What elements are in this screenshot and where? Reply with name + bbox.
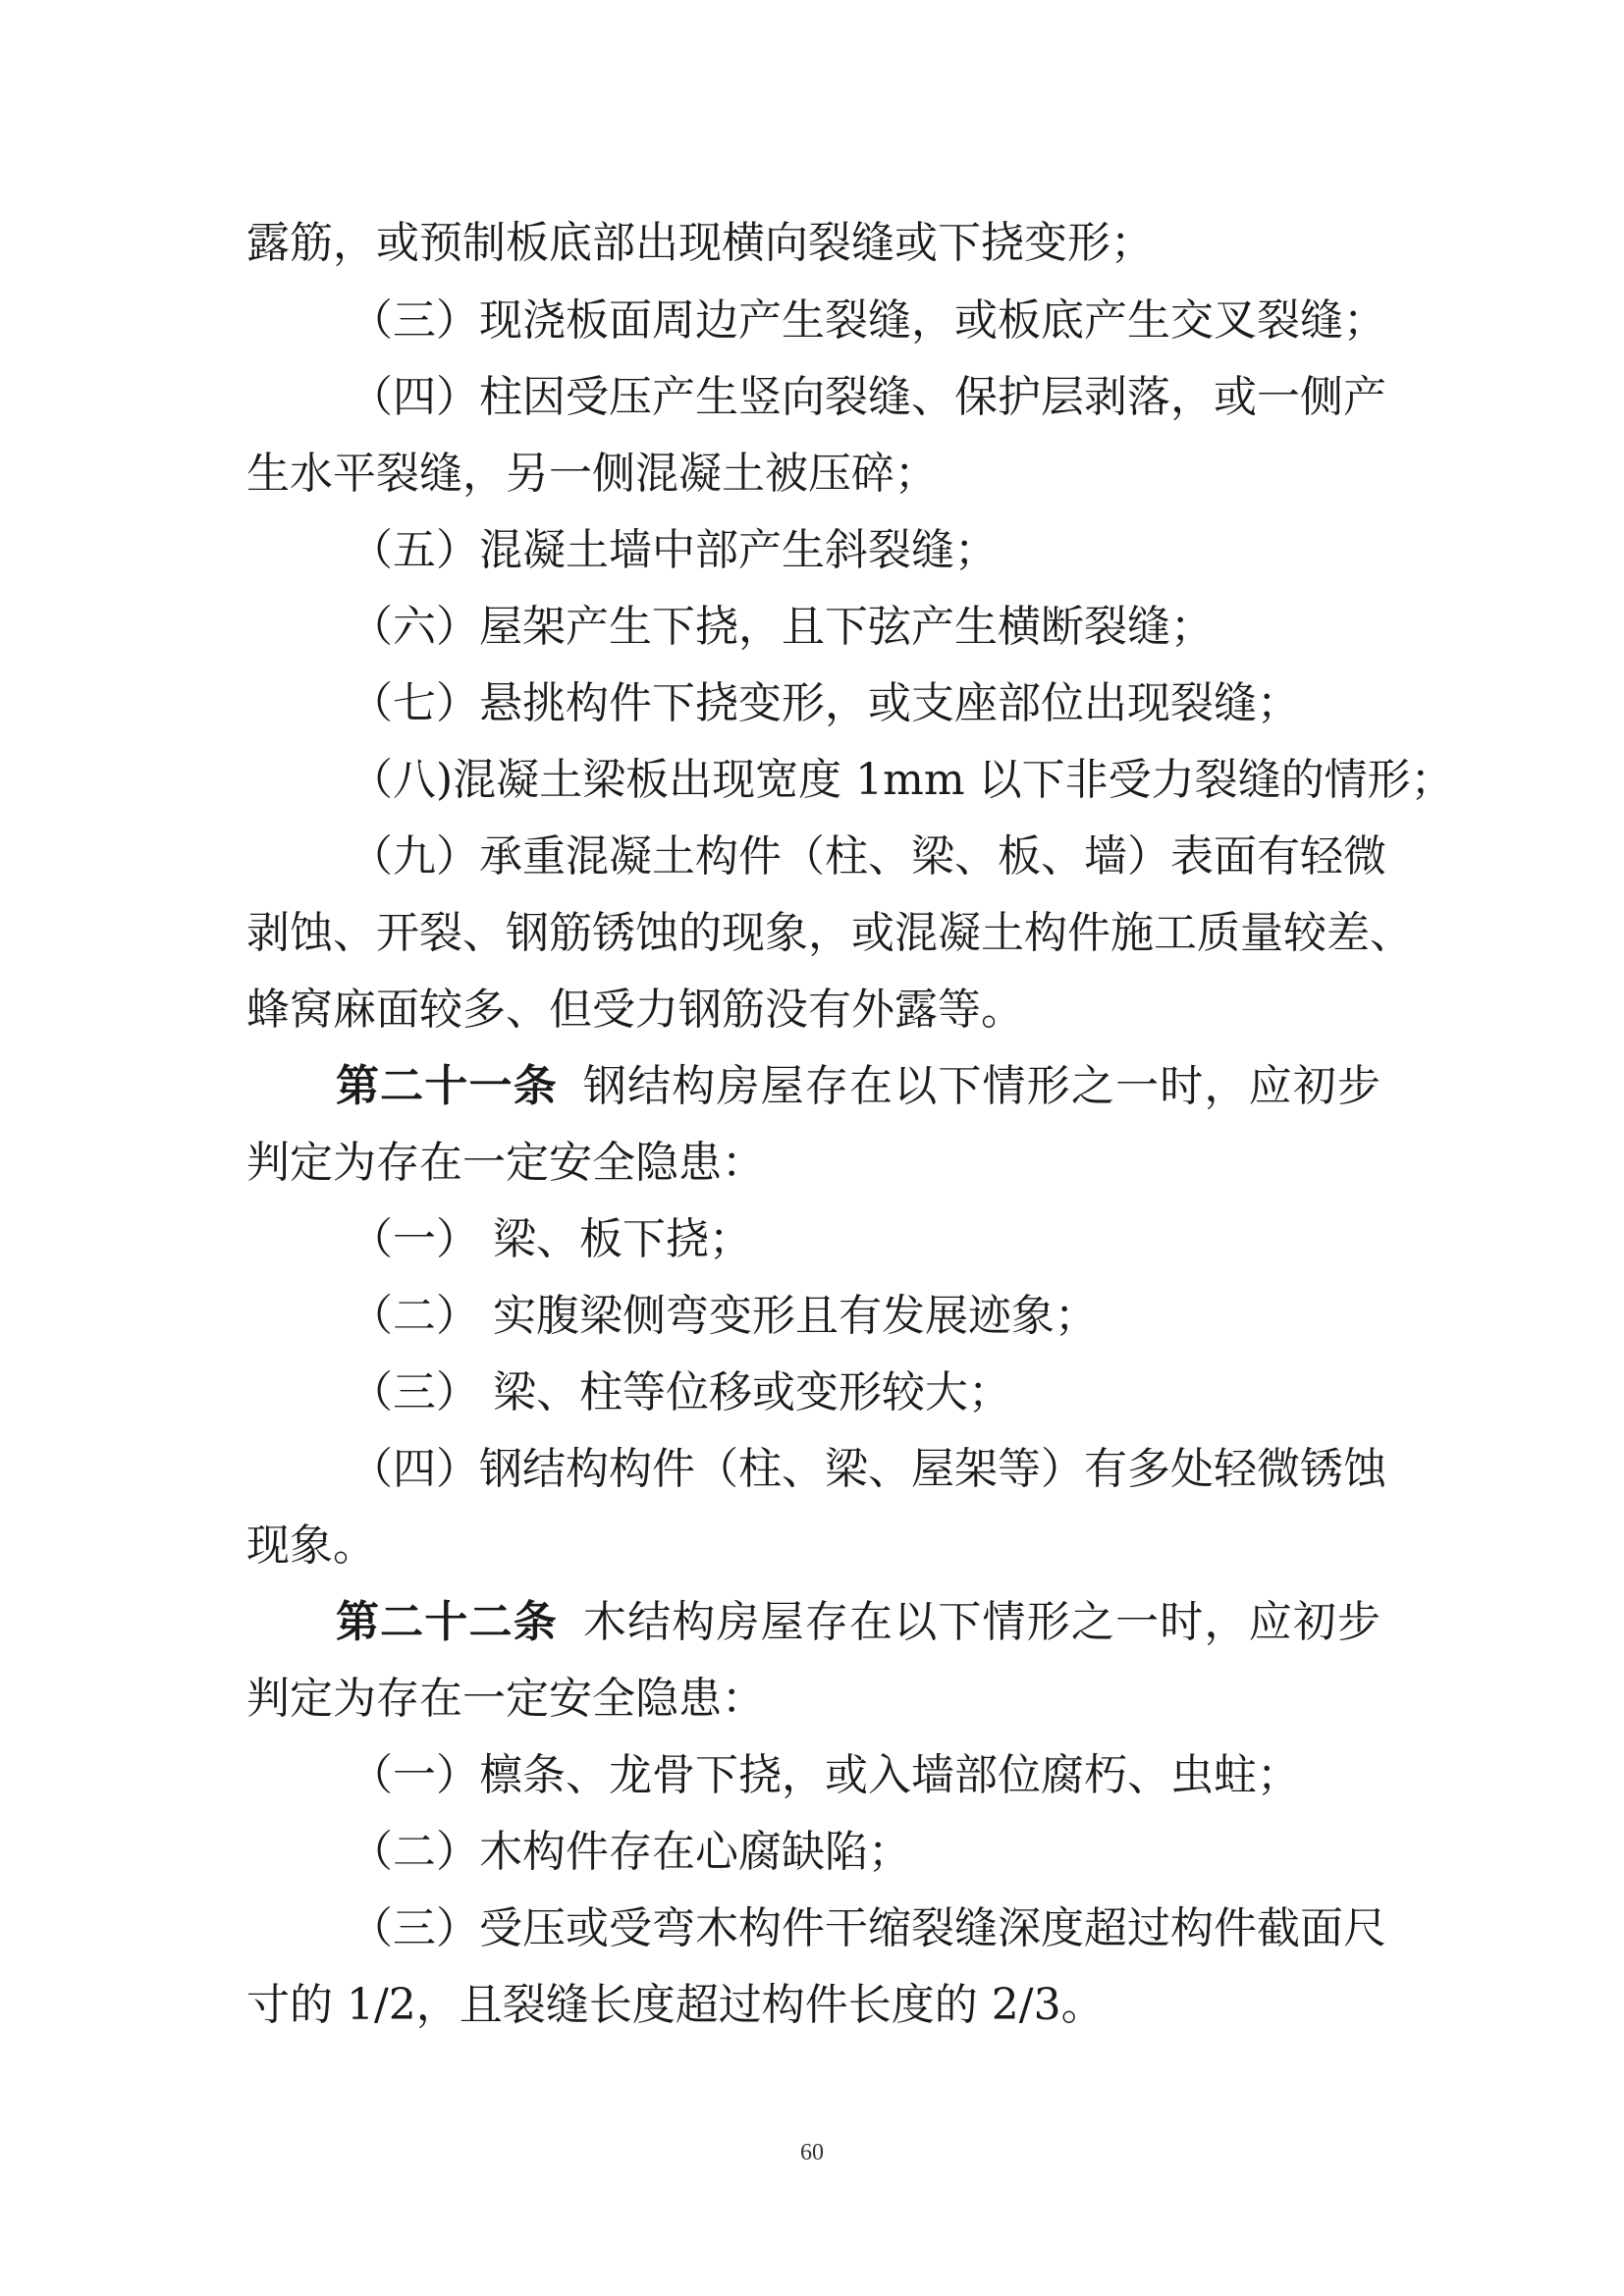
list-item: （三）现浇板面周边产生裂缝，或板底产生交叉裂缝； bbox=[350, 295, 1386, 346]
text-line: 露筋，或预制板底部出现横向裂缝或下挠变形； bbox=[246, 218, 1154, 268]
list-item: （九）承重混凝土构件（柱、梁、板、墙）表面有轻微 bbox=[350, 831, 1386, 881]
article-number: 第二十二条 bbox=[336, 1597, 558, 1647]
text-line: 寸的 1/2，且裂缝长度超过构件长度的 2/3。 bbox=[246, 1980, 1105, 2030]
article-text: 钢结构房屋存在以下情形之一时，应初步 bbox=[582, 1061, 1381, 1111]
text-line: 现象。 bbox=[246, 1521, 376, 1571]
list-item: （二） 实腹梁侧弯变形且有发展迹象； bbox=[350, 1291, 1098, 1341]
list-item: （一）檩条、龙骨下挠，或入墙部位腐朽、虫蛀； bbox=[350, 1750, 1300, 1800]
text-line: 蜂窝麻面较多、但受力钢筋没有外露等。 bbox=[246, 985, 1024, 1035]
list-item: （四）钢结构构件（柱、梁、屋架等）有多处轻微锈蚀 bbox=[350, 1444, 1386, 1494]
article-22-heading bbox=[336, 1593, 1380, 1652]
text-line: 生水平裂缝，另一侧混凝土被压碎； bbox=[246, 449, 938, 499]
text-line: 剥蚀、开裂、钢筋锈蚀的现象，或混凝土构件施工质量较差、 bbox=[246, 908, 1413, 958]
list-item: （四）柱因受压产生竖向裂缝、保护层剥落，或一侧产 bbox=[350, 372, 1386, 422]
article-21-heading bbox=[336, 1057, 1380, 1116]
text-line: 判定为存在一定安全隐患： bbox=[246, 1138, 765, 1188]
list-item: （六）屋架产生下挠，且下弦产生横断裂缝； bbox=[350, 602, 1214, 652]
text-line: 判定为存在一定安全隐患： bbox=[246, 1674, 765, 1724]
page-number: 60 bbox=[800, 2140, 824, 2165]
list-item: （五）混凝土墙中部产生斜裂缝； bbox=[350, 525, 998, 575]
list-item: （一） 梁、板下挠； bbox=[350, 1214, 752, 1264]
list-item: （八)混凝土梁板出现宽度 1mm 以下非受力裂缝的情形； bbox=[350, 755, 1454, 805]
list-item: （三） 梁、柱等位移或变形较大； bbox=[350, 1367, 1011, 1417]
article-number: 第二十一条 bbox=[336, 1061, 558, 1111]
list-item: （七）悬挑构件下挠变形，或支座部位出现裂缝； bbox=[350, 678, 1300, 728]
article-text: 木结构房屋存在以下情形之一时，应初步 bbox=[582, 1597, 1381, 1647]
list-item: （二）木构件存在心腐缺陷； bbox=[350, 1827, 911, 1877]
list-item: （三）受压或受弯木构件干缩裂缝深度超过构件截面尺 bbox=[350, 1903, 1386, 1953]
